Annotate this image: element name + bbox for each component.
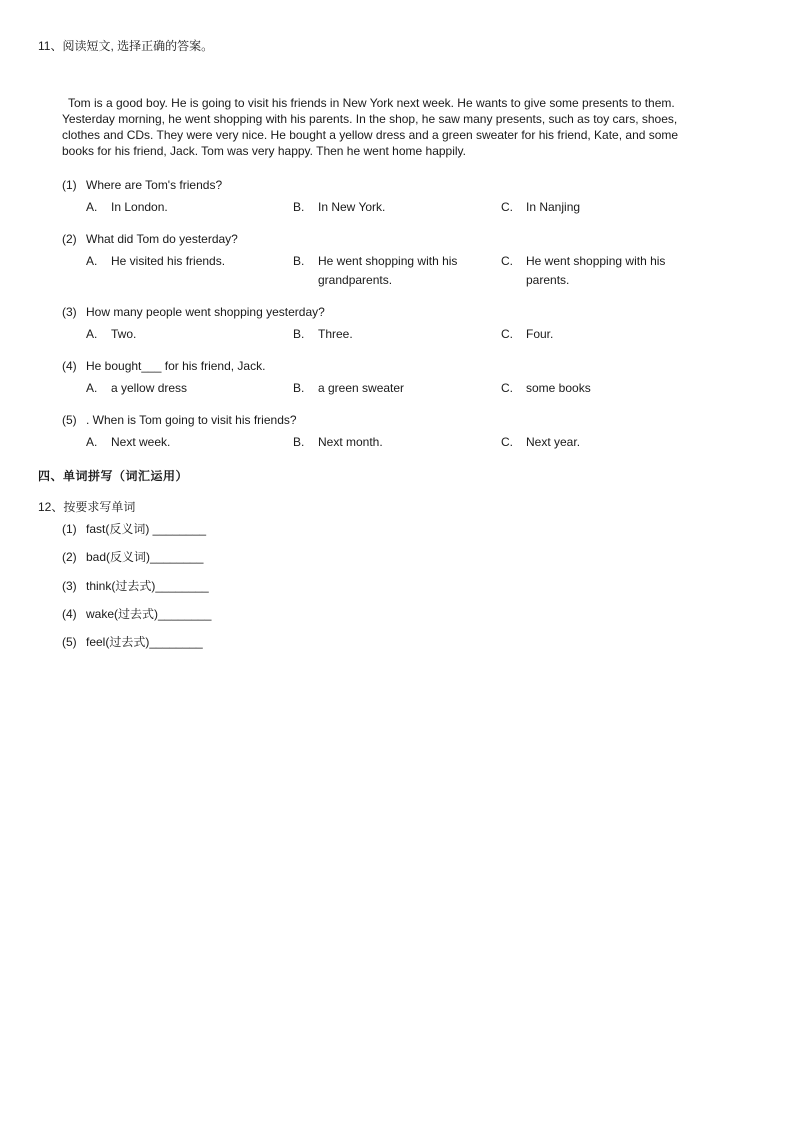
option-4c[interactable]: C. some books [501, 381, 591, 395]
question-12-title: 12、按要求写单词 [38, 500, 136, 514]
section-heading: 四、单词拼写（词汇运用） [38, 469, 189, 483]
question-11-title: 11、阅读短文, 选择正确的答案。 [38, 39, 214, 53]
word-item-5[interactable]: (5) feel(过去式)________ [62, 635, 203, 649]
item-question: How many people went shopping yesterday? [86, 305, 325, 319]
item-number: (3) [62, 305, 77, 319]
option-1c[interactable]: C. In Nanjing [501, 200, 581, 214]
word-item-4[interactable]: (4) wake(过去式)________ [62, 607, 212, 621]
item-number: (4) [62, 359, 77, 373]
word-item-1[interactable]: (1) fast(反义词) ________ [62, 522, 207, 536]
item-question: He bought___ for his friend, Jack. [86, 359, 266, 373]
item-question: Where are Tom's friends? [86, 178, 223, 192]
question-item-3 [62, 304, 325, 320]
option-5b[interactable]: B. Next month. [293, 435, 383, 449]
option-5a[interactable]: A. Next week. [86, 435, 171, 449]
question-item-4 [62, 358, 265, 374]
word-item-3[interactable]: (3) think(过去式)________ [62, 579, 209, 593]
passage-line: clothes and CDs. They were very nice. He bought a yellow dress and a green sweater for his friend, Kate, and some [62, 128, 679, 142]
option-1a[interactable]: A. In London. [86, 200, 168, 214]
item-question: . When is Tom going to visit his friends? [86, 413, 297, 427]
word-item-2[interactable]: (2) bad(反义词)________ [62, 550, 204, 564]
question-item-1 [62, 177, 222, 193]
question-item-2 [62, 231, 238, 247]
reading-passage [62, 95, 722, 159]
option-2b[interactable]: B. He went shopping with his grandparents. [293, 254, 458, 287]
option-2c[interactable]: C. He went shopping with his parents. [501, 254, 666, 287]
option-3a[interactable]: A. Two. [86, 327, 137, 341]
option-3b[interactable]: B. Three. [293, 327, 353, 341]
option-1b[interactable]: B. In New York. [293, 200, 386, 214]
option-4a[interactable]: A. a yellow dress [86, 381, 188, 395]
passage-line: Tom is a good boy. He is going to visit his friends in New York next week. He wants to give some presents to them. [68, 96, 675, 110]
item-number: (5) [62, 413, 77, 427]
item-number: (1) [62, 178, 77, 192]
item-number: (2) [62, 232, 77, 246]
option-5c[interactable]: C. Next year. [501, 435, 581, 449]
option-3c[interactable]: C. Four. [501, 327, 554, 341]
passage-line: Yesterday morning, he went shopping with his parents. In the shop, he saw many presents, such as toy cars, shoes, [62, 112, 678, 126]
option-4b[interactable]: B. a green sweater [293, 381, 405, 395]
passage-line: books for his friend, Jack. Tom was very happy. Then he went home happily. [62, 144, 466, 158]
item-question: What did Tom do yesterday? [86, 232, 238, 246]
question-item-5 [62, 412, 297, 428]
option-2a[interactable]: A. He visited his friends. [86, 254, 226, 268]
